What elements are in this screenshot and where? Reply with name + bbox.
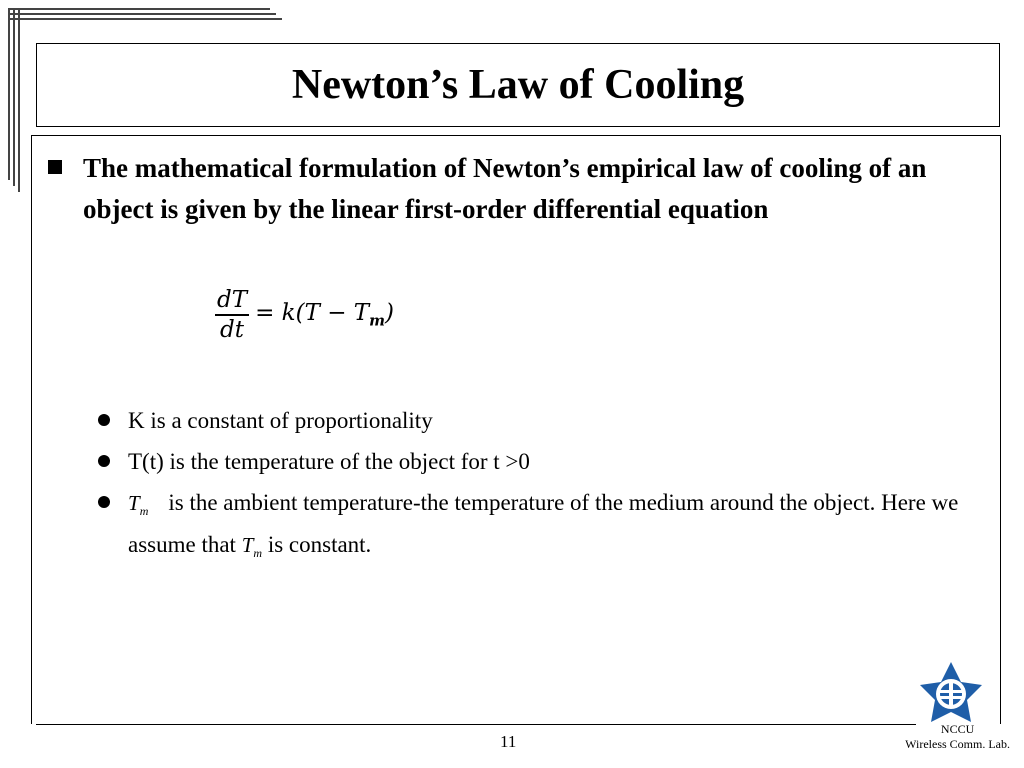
main-point — [48, 148, 968, 230]
round-bullet-icon — [98, 455, 110, 467]
list-item — [98, 486, 978, 570]
footer-divider — [36, 724, 916, 725]
equation-fraction — [215, 287, 249, 343]
corner-decoration-line — [8, 18, 282, 20]
equation-rhs — [255, 300, 394, 330]
equation-numerator: dT — [215, 287, 249, 316]
round-bullet-icon — [98, 414, 110, 426]
symbol-subscript: m — [253, 546, 263, 561]
equation-rhs-prefix: = k(T − T — [255, 300, 370, 327]
list-item-text: T(t) is the temperature of the object for t >0 — [128, 449, 530, 474]
lab-name: Wireless Comm. Lab. — [905, 737, 1010, 751]
cooling-equation — [215, 287, 394, 343]
main-point-text: The mathematical formulation of Newton’s empirical law of cooling of an object is given by the linear first-order differential equation — [83, 153, 927, 224]
ambient-temperature-symbol — [242, 529, 262, 570]
equation-rhs-subscript: m — [369, 311, 386, 330]
page-number: 11 — [500, 732, 517, 751]
org-name: NCCU — [940, 722, 975, 736]
equation-denominator: dt — [220, 317, 245, 343]
list-item-text-part2: is constant. — [267, 532, 372, 558]
slide-title: Newton’s Law of Cooling — [291, 62, 745, 108]
round-bullet-icon — [98, 496, 110, 508]
square-bullet-icon — [48, 160, 62, 174]
symbol-base: T — [241, 533, 254, 558]
list-item-text-part1: is the ambient temperature-the temperature of the medium around the object. Here we assume that — [128, 490, 959, 558]
corner-decoration-line — [13, 8, 15, 186]
corner-decoration-line — [18, 8, 20, 192]
corner-decoration-line — [8, 8, 10, 180]
corner-decoration-line — [8, 8, 270, 10]
corner-decoration-line — [8, 13, 276, 15]
symbol-subscript: m — [139, 504, 149, 519]
definition-list — [98, 404, 978, 578]
title-box — [36, 43, 1000, 127]
symbol-base: T — [128, 491, 140, 515]
list-item — [98, 445, 978, 478]
content-box — [31, 135, 1001, 724]
equation-rhs-suffix: ) — [385, 300, 395, 327]
list-item — [98, 404, 978, 437]
org-label — [905, 722, 1010, 752]
ambient-temperature-symbol — [128, 487, 148, 528]
nccu-logo-icon — [916, 660, 986, 730]
list-item-text: K is a constant of proportionality — [128, 408, 433, 433]
